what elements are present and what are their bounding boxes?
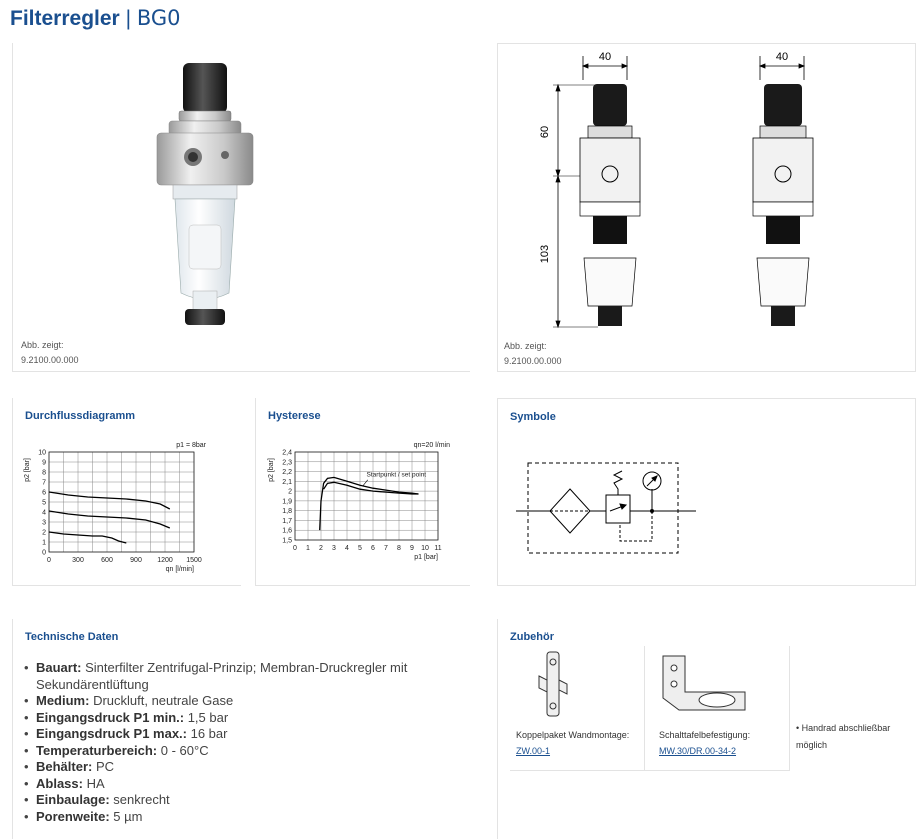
x-tick-label: 0 bbox=[293, 545, 297, 552]
y-tick-label: 4 bbox=[42, 509, 46, 517]
y-tick-label: 7 bbox=[42, 479, 46, 487]
drawing-product-right bbox=[753, 84, 813, 326]
dimension-drawing bbox=[498, 44, 916, 344]
spec-item: • Eingangsdruck P1 max.: 16 bar bbox=[24, 726, 484, 743]
accessory-1-label: Koppelpaket Wandmontage: bbox=[516, 730, 630, 740]
drawing-caption-code: 9.2100.00.000 bbox=[504, 356, 562, 366]
series-line-3 bbox=[49, 532, 126, 543]
symbols-panel bbox=[497, 398, 916, 586]
spec-item: • Behälter: PC bbox=[24, 759, 484, 776]
spec-item: • Temperaturbereich: 0 - 60°C bbox=[24, 743, 484, 760]
y-tick-label: 3 bbox=[42, 519, 46, 527]
chart-annotation: p1 = 8bar bbox=[176, 442, 206, 449]
title-separator: | bbox=[125, 7, 132, 30]
series-line-1 bbox=[320, 477, 419, 530]
y-tick-label: 2,1 bbox=[282, 478, 292, 486]
flow-chart bbox=[13, 398, 242, 586]
technical-data-heading: Technische Daten bbox=[25, 631, 119, 643]
hysteresis-chart-panel bbox=[255, 398, 470, 586]
hysteresis-chart-heading: Hysterese bbox=[268, 410, 321, 422]
y-tick-label: 9 bbox=[42, 459, 46, 467]
x-axis-label: p1 [bar] bbox=[414, 554, 438, 561]
y-tick-label: 2 bbox=[42, 529, 46, 537]
drawing-caption-label: Abb. zeigt: bbox=[504, 341, 547, 351]
x-tick-label: 6 bbox=[371, 545, 375, 552]
x-tick-label: 8 bbox=[397, 545, 401, 552]
y-tick-label: 2,3 bbox=[282, 459, 292, 467]
y-tick-label: 1,7 bbox=[282, 517, 292, 525]
title-code: BG0 bbox=[136, 6, 181, 30]
spec-item: • Porenweite: 5 µm bbox=[24, 809, 484, 826]
y-tick-label: 0 bbox=[42, 549, 46, 557]
set-point-label: Startpunkt / set point bbox=[366, 471, 427, 479]
technical-data-list bbox=[24, 660, 484, 825]
y-tick-label: 2,2 bbox=[282, 469, 292, 477]
x-tick-label: 300 bbox=[72, 557, 84, 564]
plot-frame bbox=[295, 452, 438, 540]
accessory-2-label: Schalttafelbefestigung: bbox=[659, 730, 751, 740]
x-tick-label: 1 bbox=[306, 545, 310, 552]
wall-mount-bracket-icon bbox=[535, 650, 575, 720]
x-tick-label: 11 bbox=[434, 545, 442, 552]
dim-height-bottom: 103 bbox=[539, 244, 551, 264]
x-tick-label: 10 bbox=[421, 545, 429, 552]
series-line-1 bbox=[49, 492, 170, 509]
series-line-2 bbox=[49, 511, 170, 528]
hysteresis-chart bbox=[256, 398, 471, 586]
product-caption-label: Abb. zeigt: bbox=[21, 340, 64, 350]
x-tick-label: 3 bbox=[332, 545, 336, 552]
x-axis-label: qn [l/min] bbox=[165, 566, 194, 573]
accessory-2-link[interactable]: MW.30/DR.00-34-2 bbox=[659, 746, 737, 756]
x-tick-label: 9 bbox=[410, 545, 414, 552]
product-caption-code: 9.2100.00.000 bbox=[21, 355, 79, 365]
page-title bbox=[10, 6, 181, 31]
flow-chart-heading: Durchflussdiagramm bbox=[25, 410, 136, 422]
chart-annotation: qn=20 l/min bbox=[413, 442, 450, 449]
spec-item: • Bauart: Sinterfilter Zentrifugal-Prinzip; Membran-Druckregler mit Sekundärentlüftung bbox=[24, 660, 484, 693]
y-tick-label: 1,9 bbox=[282, 498, 292, 506]
accessory-card-1 bbox=[510, 646, 645, 771]
dim-height-top: 60 bbox=[539, 125, 551, 139]
panel-mount-bracket-icon bbox=[655, 652, 755, 716]
x-tick-label: 900 bbox=[130, 557, 142, 564]
y-tick-label: 2,4 bbox=[282, 449, 292, 457]
x-tick-label: 4 bbox=[345, 545, 349, 552]
x-tick-label: 5 bbox=[358, 545, 362, 552]
x-tick-label: 0 bbox=[47, 557, 51, 564]
x-tick-label: 7 bbox=[384, 545, 388, 552]
spec-item: • Einbaulage: senkrecht bbox=[24, 792, 484, 809]
accessory-card-2 bbox=[645, 646, 790, 771]
drawing-product-left bbox=[580, 84, 640, 326]
accessory-note-bullet: • bbox=[796, 723, 802, 733]
spec-item: • Eingangsdruck P1 min.: 1,5 bar bbox=[24, 710, 484, 727]
spec-item: • Ablass: HA bbox=[24, 776, 484, 793]
accessory-1-link[interactable]: ZW.00-1 bbox=[516, 746, 551, 756]
product-image-panel bbox=[12, 43, 470, 372]
set-point-arrow bbox=[363, 480, 368, 486]
product-photo bbox=[153, 55, 273, 345]
y-tick-label: 2 bbox=[288, 488, 292, 496]
y-tick-label: 5 bbox=[42, 499, 46, 507]
y-tick-label: 1 bbox=[42, 539, 46, 547]
spec-item: • Medium: Druckluft, neutrale Gase bbox=[24, 693, 484, 710]
symbols-heading: Symbole bbox=[510, 411, 556, 423]
x-tick-label: 1200 bbox=[157, 557, 173, 564]
dim-width-2: 40 bbox=[775, 51, 789, 63]
y-axis-label: p2 [bar] bbox=[24, 458, 31, 482]
accessories-heading: Zubehör bbox=[510, 631, 554, 643]
y-tick-label: 6 bbox=[42, 489, 46, 497]
dim-width-1: 40 bbox=[598, 51, 612, 63]
y-tick-label: 1,5 bbox=[282, 537, 292, 545]
y-tick-label: 10 bbox=[38, 449, 46, 457]
flow-chart-panel bbox=[12, 398, 241, 586]
y-tick-label: 1,8 bbox=[282, 508, 292, 516]
x-tick-label: 600 bbox=[101, 557, 113, 564]
title-bold: Filterregler bbox=[10, 7, 120, 30]
y-axis-label: p2 [bar] bbox=[268, 458, 275, 482]
x-tick-label: 2 bbox=[319, 545, 323, 552]
pneumatic-symbol bbox=[516, 461, 696, 561]
accessory-note: Handrad abschließbar möglich bbox=[796, 723, 891, 750]
y-tick-label: 8 bbox=[42, 469, 46, 477]
y-tick-label: 1,6 bbox=[282, 527, 292, 535]
x-tick-label: 1500 bbox=[186, 557, 202, 564]
technical-drawing-panel bbox=[497, 43, 916, 372]
